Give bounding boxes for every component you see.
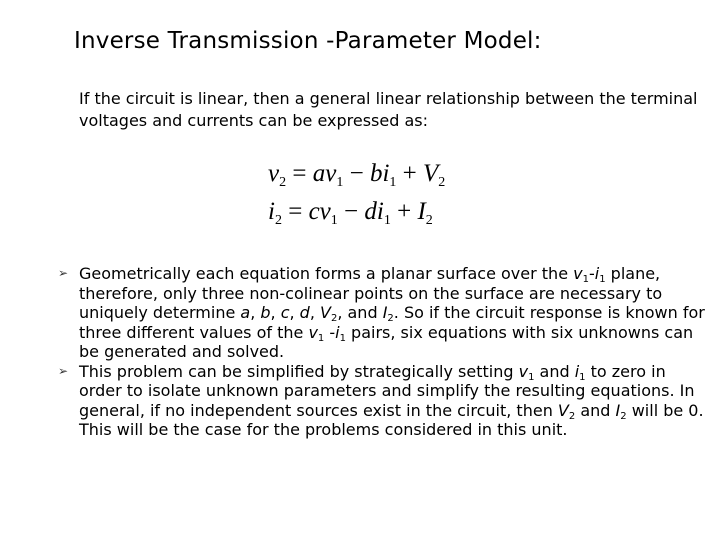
eq1-lhs-var: v xyxy=(268,160,280,187)
eq1-t2-sub: 1 xyxy=(389,175,397,190)
b2-and-2: and xyxy=(575,400,616,420)
b1-dash-2: - xyxy=(324,322,336,342)
intro-paragraph: If the circuit is linear, then a general linear relationship between the terminal voltages and currents can be expressed as: xyxy=(79,89,698,130)
b2-sub-1a: 1 xyxy=(528,371,535,383)
b1-sep-1: , xyxy=(250,303,261,322)
eq1-t2-var: i xyxy=(382,160,390,187)
b1-param-b: b xyxy=(260,303,271,322)
b1-var-v2: v xyxy=(308,322,318,342)
b2-and: and xyxy=(534,361,575,381)
b1-param-a: a xyxy=(240,303,251,322)
bullet-item-geometry xyxy=(58,264,708,362)
b1-sep-4: , xyxy=(309,303,320,322)
equation-v2 xyxy=(268,160,445,188)
b2-param-I-sub: 2 xyxy=(620,410,627,422)
eq1-minus: − xyxy=(349,160,364,187)
eq2-t1-sub: 1 xyxy=(330,213,338,228)
b1-var-i2: i xyxy=(335,322,340,342)
b1-param-V-sub: 2 xyxy=(330,313,338,324)
eq2-t3-var: I xyxy=(417,198,426,225)
b1-sub-1c: 1 xyxy=(317,332,325,344)
b2-param-I: I xyxy=(615,400,621,420)
slide-title: Inverse Transmission -Parameter Model: xyxy=(74,28,542,54)
b1-param-V: V xyxy=(320,303,331,322)
b1-param-I-sub: 2 xyxy=(387,313,394,324)
eq1-plus: + xyxy=(402,160,417,187)
eq2-coef-c: c xyxy=(308,198,320,225)
eq2-lhs-sub: 2 xyxy=(274,213,282,228)
b2-sub-1b: 1 xyxy=(579,371,586,383)
b2-param-V-sub: 2 xyxy=(568,410,576,422)
eq1-t1-sub: 1 xyxy=(336,175,344,190)
eq1-equals: = xyxy=(292,160,307,187)
eq1-t1-var: v xyxy=(325,160,337,187)
eq1-t3-var: V xyxy=(423,160,439,187)
b2-text-3: will be 0. This will be the case for the problems considered in this unit. xyxy=(79,400,704,439)
bullet-item-simplification xyxy=(58,362,708,440)
b1-var-i: i xyxy=(594,264,600,283)
eq1-t3-sub: 2 xyxy=(438,175,446,190)
arrow-bullet-icon: ➢ xyxy=(58,266,69,280)
b1-var-v: v xyxy=(573,264,583,283)
eq2-t2-var: i xyxy=(376,198,384,225)
eq2-t1-var: v xyxy=(319,198,331,225)
b1-sub-1b: 1 xyxy=(599,274,606,285)
b1-text-3: . So if the circuit response is known for three different values of the xyxy=(79,303,705,342)
eq1-coef-a: a xyxy=(312,160,326,187)
b1-sub-1a: 1 xyxy=(582,274,589,285)
b1-sep-3: , xyxy=(289,303,300,322)
b1-param-I: I xyxy=(382,303,388,322)
eq2-coef-d: d xyxy=(364,198,377,225)
b2-var-v: v xyxy=(518,361,529,381)
arrow-bullet-icon: ➢ xyxy=(58,363,69,378)
b1-text-2: plane, therefore, only three non-colinear points on the surface are necessary to uniquely determine xyxy=(79,264,663,322)
b1-and: , and xyxy=(337,303,383,322)
eq1-coef-b: b xyxy=(369,160,383,187)
eq1-lhs-sub: 2 xyxy=(279,175,287,190)
eq2-t3-sub: 2 xyxy=(425,213,433,228)
b2-text-1: This problem can be simplified by strategically setting xyxy=(79,361,519,381)
b1-text-4: pairs, six equations with six unknowns can be generated and solved. xyxy=(79,322,694,361)
b1-dash: - xyxy=(588,264,595,283)
equation-i2 xyxy=(268,198,433,226)
eq2-t2-sub: 1 xyxy=(383,213,391,228)
b2-text-2: to zero in order to isolate unknown parameters and simplify the resulting equations. In general, if no independent sources exist in the circuit, then xyxy=(79,361,695,420)
b1-param-c: c xyxy=(280,303,290,322)
eq2-lhs-var: i xyxy=(268,198,275,225)
bullet-list xyxy=(58,264,708,440)
b2-param-V: V xyxy=(557,400,569,420)
b2-var-i: i xyxy=(574,361,580,381)
b1-sub-1d: 1 xyxy=(339,332,346,344)
b1-text-1: Geometrically each equation forms a planar surface over the xyxy=(79,264,574,283)
b1-param-d: d xyxy=(299,303,310,322)
eq2-plus: + xyxy=(397,198,412,225)
b1-sep-2: , xyxy=(270,303,281,322)
eq2-equals: = xyxy=(288,198,303,225)
eq2-minus: − xyxy=(344,198,359,225)
